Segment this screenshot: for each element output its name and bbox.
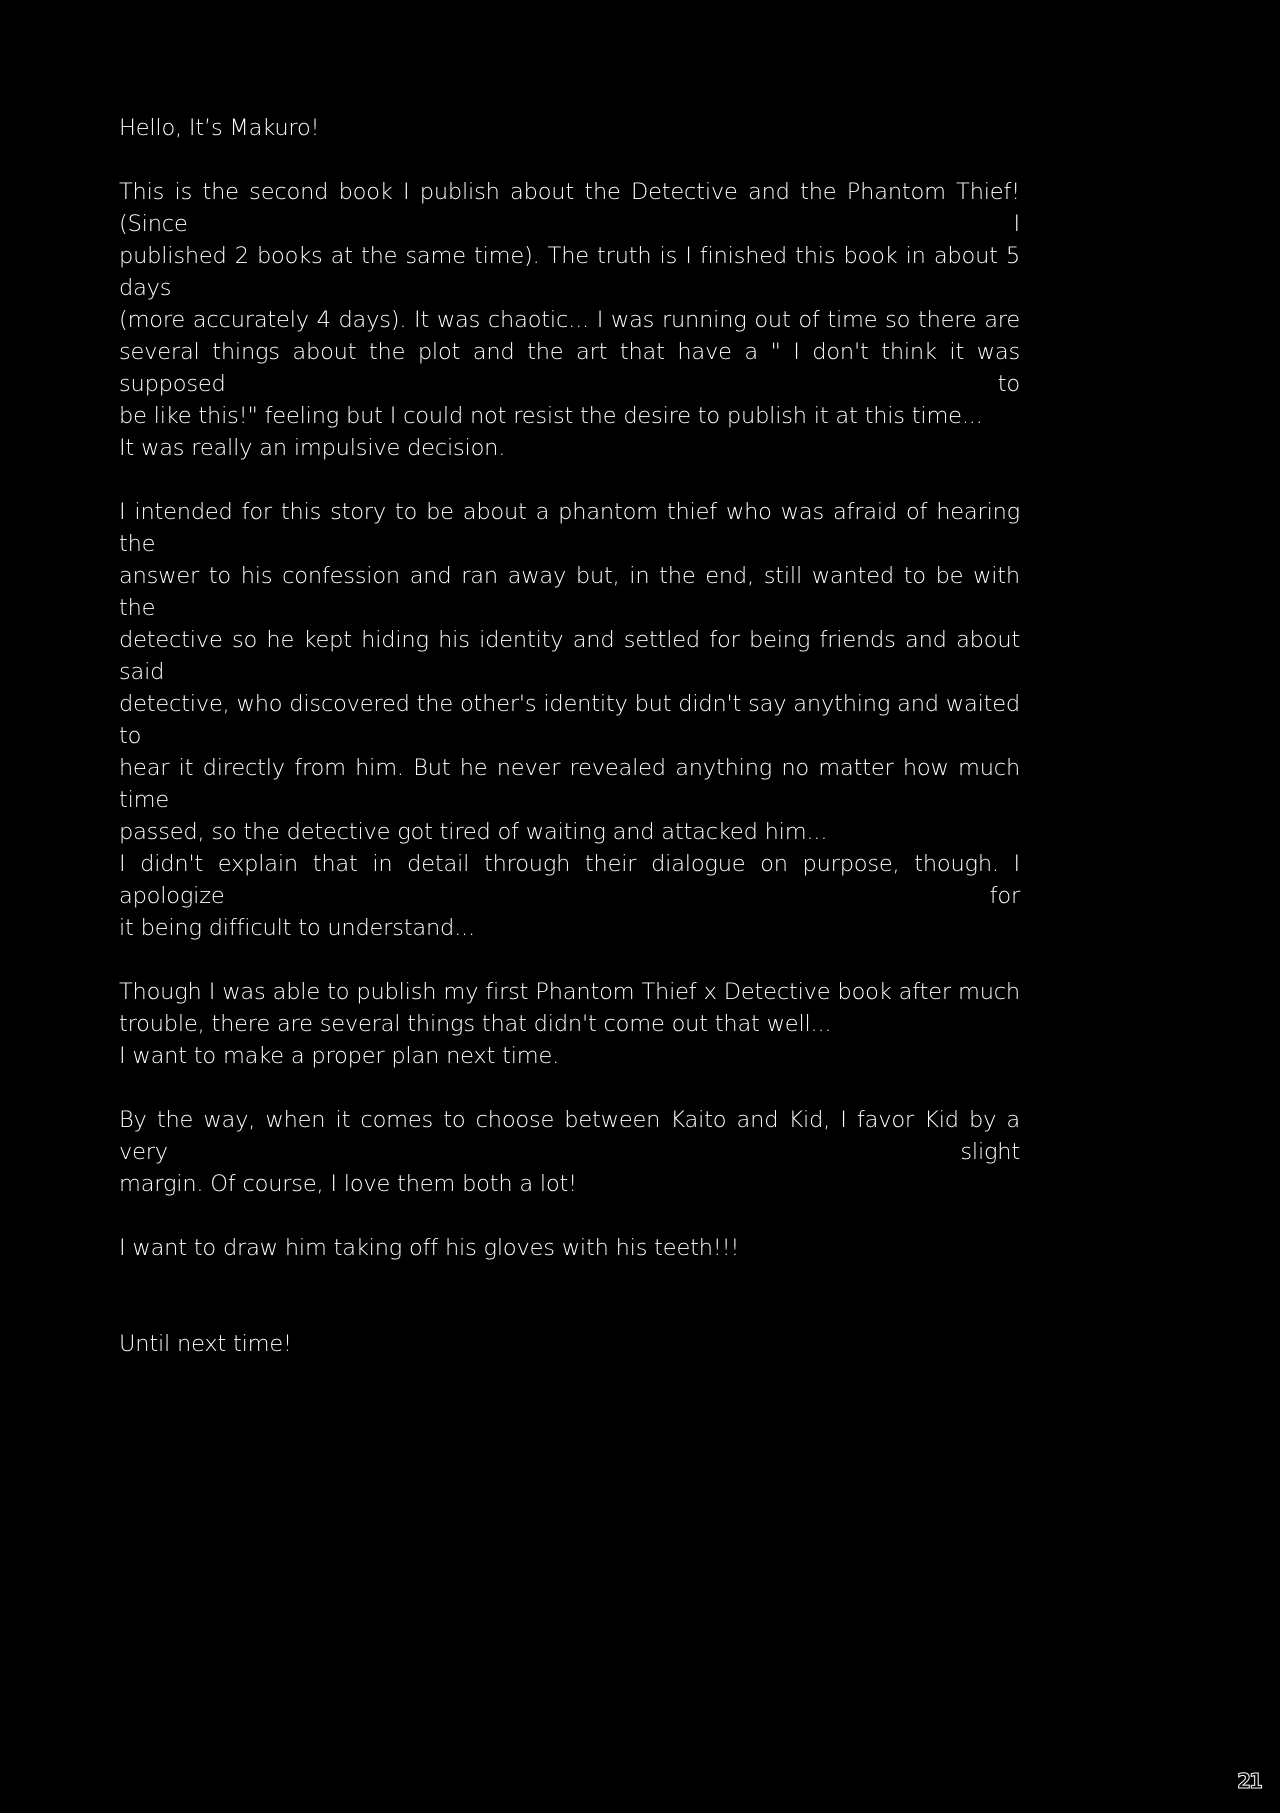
paragraph-2-line-3: detective so he kept hiding his identity and settled for being friends and about said <box>119 627 1020 685</box>
paragraph-1-line-1: This is the second book I publish about the Detective and the Phantom Thief! (Since I <box>119 179 1020 237</box>
paragraph-1-line-6: It was really an impulsive decision. <box>119 435 506 461</box>
signoff-spacer <box>119 1296 1020 1328</box>
paragraph-2-line-5: hear it directly from him. But he never revealed anything no matter how much time <box>119 755 1020 813</box>
paragraph-2-line-2: answer to his confession and ran away but, in the end, still wanted to be with the <box>119 563 1020 621</box>
paragraph-1-line-5: be like this!" feeling but I could not resist the desire to publish it at this time... <box>119 403 983 429</box>
greeting-paragraph <box>119 112 1020 144</box>
signoff-line: Until next time! <box>119 1331 292 1357</box>
greeting-line: Hello, It’s Makuro! <box>119 115 320 141</box>
paragraph-3-line-3: I want to make a proper plan next time. <box>119 1043 560 1069</box>
paragraph-3-line-1: Though I was able to publish my first Phantom Thief x Detective book after much <box>119 979 1020 1005</box>
paragraph-3 <box>119 976 1020 1072</box>
paragraph-3-line-2: trouble, there are several things that didn't come out that well... <box>119 1011 832 1037</box>
paragraph-1-line-3: (more accurately 4 days). It was chaotic... I was running out of time so there are <box>119 307 1020 333</box>
paragraph-1 <box>119 176 1020 464</box>
paragraph-5 <box>119 1232 1020 1264</box>
paragraph-2-line-7: I didn't explain that in detail through their dialogue on purpose, though. I apologize for <box>119 851 1020 909</box>
paragraph-1-line-2: published 2 books at the same time). The truth is I finished this book in about 5 days <box>119 243 1020 301</box>
paragraph-1-line-4: several things about the plot and the art that have a " I don't think it was supposed to <box>119 339 1020 397</box>
paragraph-4 <box>119 1104 1020 1200</box>
paragraph-2-line-4: detective, who discovered the other's identity but didn't say anything and waited to <box>119 691 1020 749</box>
paragraph-5-line-1: I want to draw him taking off his gloves with his teeth!!! <box>119 1235 740 1261</box>
paragraph-2-line-8: it being difficult to understand... <box>119 915 475 941</box>
afterword-text-block <box>119 112 1020 1392</box>
paragraph-2-line-6: passed, so the detective got tired of waiting and attacked him... <box>119 819 828 845</box>
paragraph-4-line-2: margin. Of course, I love them both a lot! <box>119 1171 577 1197</box>
page-number: 21 <box>1237 1769 1261 1793</box>
paragraph-2-line-1: I intended for this story to be about a phantom thief who was afraid of hearing the <box>119 499 1020 557</box>
paragraph-2 <box>119 496 1020 944</box>
signoff-paragraph <box>119 1328 1020 1360</box>
paragraph-4-line-1: By the way, when it comes to choose between Kaito and Kid, I favor Kid by a very slight <box>119 1107 1020 1165</box>
